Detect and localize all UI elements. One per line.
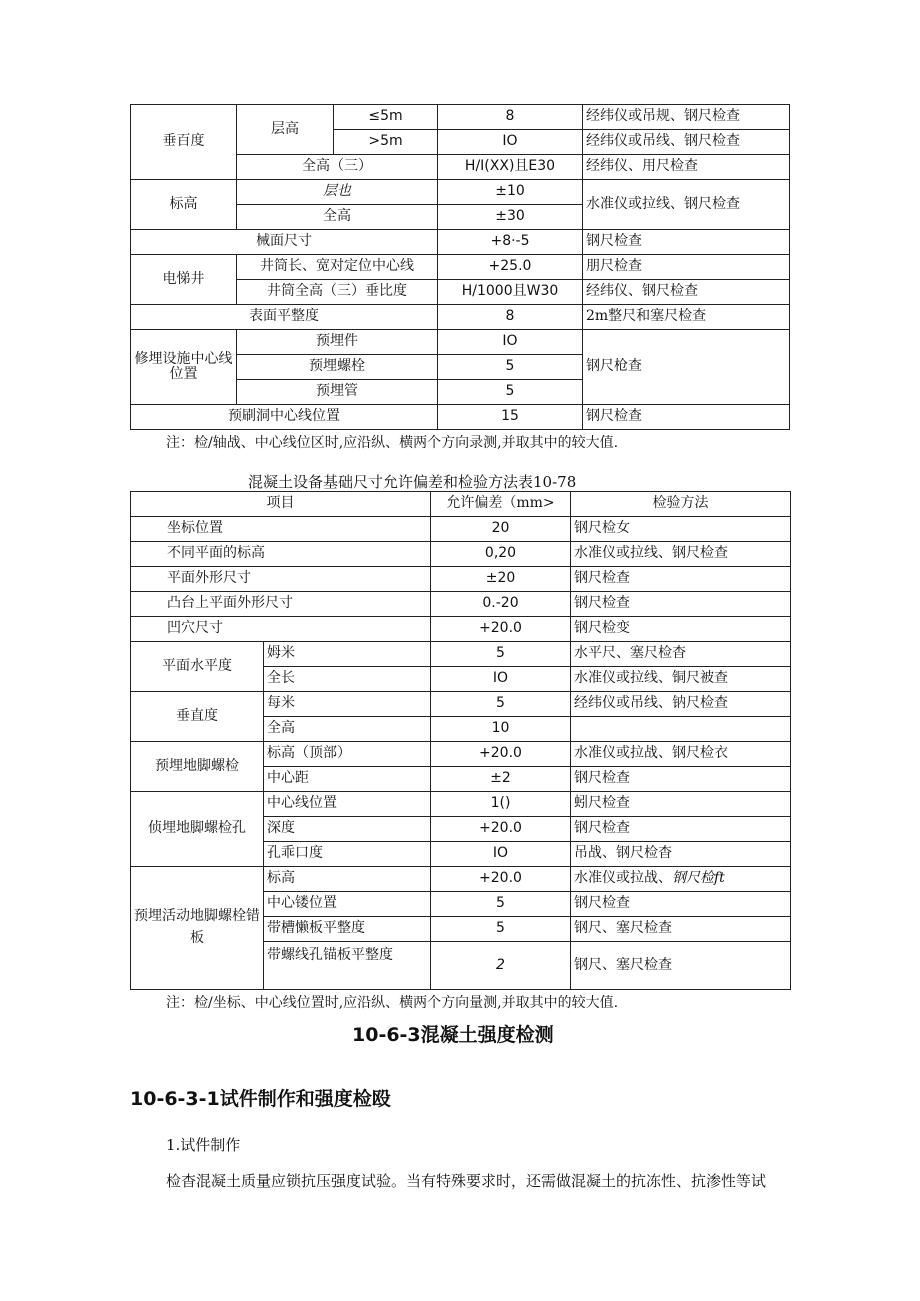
elevation-label: 标高 (131, 180, 237, 230)
sub-value: IO (431, 667, 571, 692)
row-method: 钢尺检女 (571, 517, 791, 542)
sub-method: 水平尺、塞尺检杳 (571, 642, 791, 667)
embed-pipe-label: 预埋管 (237, 380, 438, 405)
table2-caption: 混凝土设备基础尺寸允许偏差和检验方法表10-78 (248, 473, 577, 491)
sub-value: 5 (431, 892, 571, 917)
table2-note: 注：检/坐标、中心线位置时,应沿纵、横两个方向量测,并取其中的较大值. (166, 995, 619, 1011)
hole-value: 15 (438, 405, 583, 430)
elev-len-method: 朋尺检查 (583, 255, 790, 280)
sub-value: 5 (431, 917, 571, 942)
tolerance-table-1 (130, 104, 790, 430)
sub-value: 2 (431, 942, 571, 990)
floor-gt5-range: >5m (334, 130, 438, 155)
sub-method: 水准仪或拉线、铜尺被查 (571, 667, 791, 692)
embed-method: 钢尺枪查 (583, 330, 790, 405)
sub-value: +20.0 (431, 742, 571, 767)
embed-pipe-value: 5 (438, 380, 583, 405)
vert-label: 垂直度 (131, 692, 264, 742)
sub-method: 钢尺、塞尺检查 (571, 942, 791, 990)
elev-full-label: 全高 (237, 205, 438, 230)
elev-vert-method: 经纬仪、钢尺检查 (583, 280, 790, 305)
section-heading: 10-6-3混凝土强度检测 (352, 1024, 554, 1046)
elev-vert-value: H/1000且W30 (438, 280, 583, 305)
row-method: 水准仪或拉线、钢尺检查 (571, 542, 791, 567)
floor-le5-value: 8 (438, 105, 583, 130)
sub-label: 标高（顶部） (264, 742, 431, 767)
embed-part-label: 预埋件 (237, 330, 438, 355)
tolerance-table-2 (130, 491, 791, 990)
sub-value: 5 (431, 692, 571, 717)
elev-full-value: ±30 (438, 205, 583, 230)
section-method: 钢尺检查 (583, 230, 790, 255)
elev-len-label: 井筒长、宽对定位中心线 (237, 255, 438, 280)
hole-label: 预刷洞中心线位置 (131, 405, 438, 430)
sub-method: 经纬仪或吊线、钠尺检查 (571, 692, 791, 717)
sub-method: 蚓尺检查 (571, 792, 791, 817)
sub-method: 水准仪或拉战、钢尺检衣 (571, 742, 791, 767)
flatness-method: 2m整尺和塞尺检查 (583, 305, 790, 330)
sub-method: 钢尺检查 (571, 892, 791, 917)
vertical-label: 垂百度 (131, 105, 237, 180)
sub-method (571, 717, 791, 742)
full-height-value: H/I(XX)且E30 (438, 155, 583, 180)
row-label: 不同平面的标高 (131, 542, 431, 567)
sub-value: 10 (431, 717, 571, 742)
row-value: 0.-20 (431, 592, 571, 617)
sub-method: 钢尺检查 (571, 767, 791, 792)
sub-value: +20.0 (431, 817, 571, 842)
elevator-label: 电悌井 (131, 255, 237, 305)
elev-floor-value: ±10 (438, 180, 583, 205)
flatness-value: 8 (438, 305, 583, 330)
embed-label: 修埋设施中心线位置 (131, 330, 237, 405)
sub-label: 中心线位置 (264, 792, 431, 817)
sub-label: 中心镂位置 (264, 892, 431, 917)
sub-value: 5 (431, 642, 571, 667)
anchor-label: 预埋活动地脚螺栓错板 (131, 867, 264, 990)
sub-label: 深度 (264, 817, 431, 842)
floor-label: 层高 (237, 105, 334, 155)
section-value: +8·-5 (438, 230, 583, 255)
row-value: 0,20 (431, 542, 571, 567)
sub-label: 全长 (264, 667, 431, 692)
sub-label: 全高 (264, 717, 431, 742)
row-label: 平面外形尺寸 (131, 567, 431, 592)
section-label: 械面尺寸 (131, 230, 438, 255)
row-value: 20 (431, 517, 571, 542)
body-paragraph: 检杳混凝土质量应锁抗压强度试验。当有特殊要求时，还需做混凝土的抗冻性、抗渗性等试 (166, 1172, 767, 1190)
embed-part-value: IO (438, 330, 583, 355)
sub-method: 吊战、钢尺检杳 (571, 842, 791, 867)
sub-label: 中心距 (264, 767, 431, 792)
sub-label: 孔乖口度 (264, 842, 431, 867)
elev-floor-label: 层也 (237, 180, 438, 205)
sub-value: 1() (431, 792, 571, 817)
bolt-label: 预埋地脚螺检 (131, 742, 264, 792)
header-tolerance: 允许偏差（mm> (431, 492, 571, 517)
header-method: 检验方法 (571, 492, 791, 517)
row-method: 钢尺检查 (571, 592, 791, 617)
sub-label: 带槽懒板平整度 (264, 917, 431, 942)
row-method: 钢尺检变 (571, 617, 791, 642)
elev-method: 水准仪或拉线、钢尺检查 (583, 180, 790, 230)
flatness-label: 表面平整度 (131, 305, 438, 330)
floor-gt5-value: IO (438, 130, 583, 155)
elev-vert-label: 井筒全高（三）垂比度 (237, 280, 438, 305)
header-item: 项目 (131, 492, 431, 517)
embed-bolt-value: 5 (438, 355, 583, 380)
row-value: ±20 (431, 567, 571, 592)
full-height-method: 经纬仪、用尺检查 (583, 155, 790, 180)
bolthole-label: 侦埋地脚螺检孔 (131, 792, 264, 867)
method-italic: 钢尺检ft (672, 870, 725, 887)
row-method: 钢尺检查 (571, 567, 791, 592)
sub-method: 钢尺检查 (571, 817, 791, 842)
row-label: 凹穴尺寸 (131, 617, 431, 642)
floor-le5-method: 经纬仪或吊规、钢尺检查 (583, 105, 790, 130)
full-height-label: 全高（三） (237, 155, 438, 180)
hole-method: 钢尺检查 (583, 405, 790, 430)
sub-label: 标高 (264, 867, 431, 892)
sub-value: IO (431, 842, 571, 867)
embed-bolt-label: 预埋螺栓 (237, 355, 438, 380)
sub-label: 姆米 (264, 642, 431, 667)
row-label: 坐标位置 (131, 517, 431, 542)
table1-note: 注：检/轴战、中心线位区时,应沿纵、横两个方向录测,并取其中的较大值. (166, 435, 619, 451)
sub-method: 钢尺、塞尺检查 (571, 917, 791, 942)
elev-len-value: +25.0 (438, 255, 583, 280)
floor-le5-range: ≤5m (334, 105, 438, 130)
row-value: +20.0 (431, 617, 571, 642)
sub-value: +20.0 (431, 867, 571, 892)
row-label: 凸台上平面外形尺寸 (131, 592, 431, 617)
method-prefix: 水准仪或拉战、 (574, 870, 672, 887)
floor-gt5-method: 经纬仪或吊线、钢尺检查 (583, 130, 790, 155)
list-item-heading: 1.试件制作 (166, 1136, 241, 1154)
sub-label: 每米 (264, 692, 431, 717)
subsection-heading: 10-6-3-1试件制作和强度检殴 (130, 1088, 391, 1110)
sub-label: 带螺线孔锚板平整度 (264, 942, 431, 990)
sub-method (571, 867, 791, 892)
sub-value: ±2 (431, 767, 571, 792)
level-label: 平面水平度 (131, 642, 264, 692)
